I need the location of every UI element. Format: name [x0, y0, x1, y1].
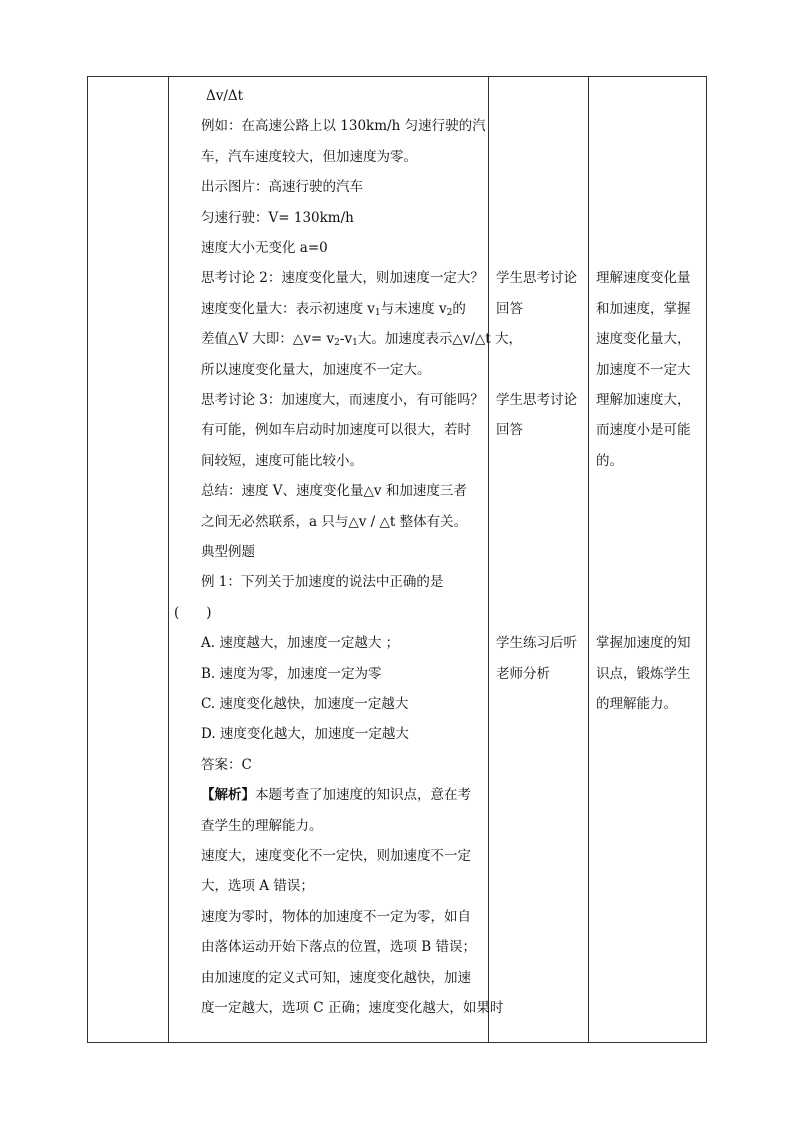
design-intent-line: 理解加速度大，	[596, 392, 691, 408]
content-line: 间较短，速度可能比较小。	[201, 452, 363, 469]
subscript: 2	[446, 307, 453, 318]
student-activity-line: 学生练习后听	[496, 635, 577, 652]
content-line	[174, 299, 466, 319]
content-line: 速度大，速度变化不一定快，则加速度不一定	[201, 848, 471, 864]
student-activity-line: 学生思考讨论	[496, 392, 577, 408]
design-intent-line: 和加速度，掌握	[596, 300, 691, 317]
subscript: 1	[352, 338, 358, 349]
content-line: 例 1：下列关于加速度的说法中正确的是	[201, 574, 444, 591]
content-text: 速度变化量大：表示初速度 v	[201, 300, 375, 317]
content-line: 有可能，例如车启动时加速度可以很大，若时	[201, 422, 471, 439]
design-intent-line: 加速度不一定大	[596, 361, 691, 378]
content-line: 之间无必然联系，a 只与△v / △t 整体有关。	[201, 513, 468, 530]
content-line: D. 速度变化越大，加速度一定越大	[201, 726, 409, 743]
content-line: 由落体运动开始下落点的位置，选项 B 错误；	[201, 939, 477, 956]
content-line	[174, 785, 471, 805]
column-divider	[488, 77, 489, 1042]
design-intent-line: 识点，锻炼学生	[596, 665, 691, 682]
content-line: 大，选项 A 错误；	[201, 878, 314, 895]
column-divider	[588, 77, 589, 1042]
content-text: 与末速度 v	[380, 300, 447, 317]
content-line: 例如：在高速公路上以 130km/h 匀速行驶的汽	[201, 118, 486, 135]
content-line: 总结：速度 V、速度变化量△v 和加速度三者	[201, 483, 467, 500]
design-intent-line: 速度变化量大，	[596, 331, 691, 348]
content-line: 所以速度变化量大，加速度不一定大。	[201, 361, 431, 378]
content-line: C. 速度变化越快，加速度一定越大	[201, 696, 409, 712]
content-line: A. 速度越大，加速度一定越大 ；	[201, 635, 400, 652]
content-line: B. 速度为零，加速度一定为零	[201, 665, 382, 682]
content-line: 答案：C	[201, 756, 252, 773]
student-activity-line: 回答	[496, 300, 523, 317]
content-line: 度一定越大，选项 C 正确；速度变化越大，如果时	[201, 1000, 504, 1016]
content-line: 典型例题	[201, 544, 255, 560]
student-activity-line: 学生思考讨论	[496, 270, 577, 287]
content-line: 匀速行驶：V= 130km/h	[201, 209, 354, 226]
subscript: 2	[334, 338, 340, 349]
content-text: -v	[339, 331, 353, 348]
content-text: 的	[452, 300, 466, 317]
design-intent-line: 掌握加速度的知	[596, 635, 691, 652]
student-activity-line: 回答	[496, 422, 523, 439]
student-activity-line: 老师分析	[496, 665, 550, 682]
design-intent-line: 的理解能力。	[596, 696, 677, 712]
content-line: 思考讨论 3：加速度大，而速度小，有可能吗？	[201, 392, 484, 408]
content-line: 车，汽车速度较大，但加速度为零。	[201, 148, 417, 165]
lesson-table	[87, 76, 707, 1043]
content-text: 本题考查了加速度的知识点，意在考	[255, 787, 471, 804]
content-line: Δv/Δt	[206, 88, 244, 104]
content-line	[174, 329, 522, 349]
content-line: 速度大小无变化 a=0	[201, 240, 328, 256]
content-line: 由加速度的定义式可知，速度变化越快，加速	[201, 969, 471, 986]
content-text: 差值△V 大即：△v= v	[201, 331, 335, 348]
content-text: 大。加速度表示△v/△t 大，	[357, 331, 522, 348]
subscript: 1	[374, 307, 381, 318]
content-line: 思考讨论 2：速度变化量大，则加速度一定大？	[201, 270, 484, 287]
content-line: 查学生的理解能力。	[201, 817, 323, 834]
content-line: ( )	[174, 604, 212, 621]
design-intent-line: 理解速度变化量	[596, 270, 691, 287]
content-line: 出示图片：高速行驶的汽车	[201, 179, 363, 196]
design-intent-line: 而速度小是可能	[596, 422, 691, 439]
design-intent-line: 的。	[596, 452, 623, 469]
content-line: 速度为零时，物体的加速度不一定为零，如自	[201, 908, 471, 925]
column-divider	[168, 77, 169, 1042]
analysis-label: 【解析】	[201, 787, 255, 804]
